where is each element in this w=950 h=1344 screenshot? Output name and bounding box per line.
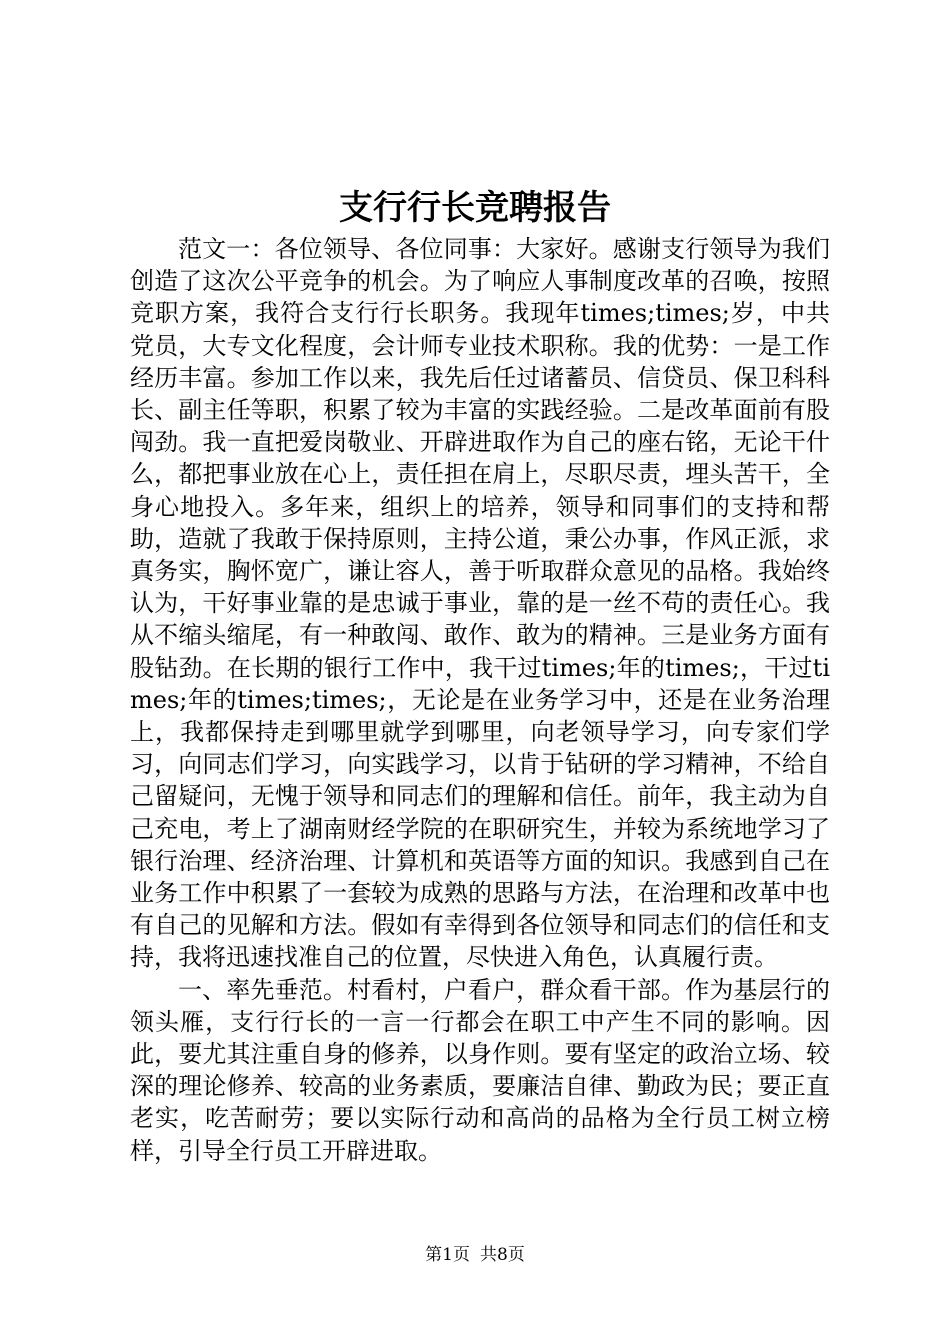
page-count: 共8页 [480, 1245, 525, 1265]
document-body [130, 233, 830, 1167]
paragraph-2: 一、率先垂范。村看村，户看户，群众看干部。作为基层行的领头雁，支行行长的一言一行都会在职工中产生不同的影响。因此，要尤其注重自身的修养，以身作则。要有坚定的政治立场、较深的理论修养、较高的业务素质，要廉洁自律、勤政为民；要正直老实，吃苦耐劳；要以实际行动和高尚的品格为全行员工树立榜样，引导全行员工开辟进取。 [130, 975, 830, 1165]
page-number: 第1页 [425, 1245, 470, 1265]
paragraph-1: 范文一：各位领导、各位同事：大家好。感谢支行领导为我们创造了这次公平竞争的机会。为了响应人事制度改革的召唤，按照竞职方案，我符合支行行长职务。我现年times;times;岁，中共党员，大专文化程度，会计师专业技术职称。我的优势：一是工作经历丰富。参加工作以来，我先后任过诸蓄员、信贷员、保卫科科长、副主任等职，积累了较为丰富的实践经验。二是改革面前有股闯劲。我一直把爱岗敬业、开辟进取作为自己的座右铭，无论干什么，都把事业放在心上，责任担在肩上，尽职尽责，埋头苦干，全身心地投入。多年来，组织上的培养，领导和同事们的支持和帮助，造就了我敢于保持原则，主持公道，秉公办事，作风正派，求真务实，胸怀宽广，谦让容人，善于听取群众意见的品格。我始终认为，干好事业靠的是忠诚于事业，靠的是一丝不苟的责任心。我从不缩头缩尾，有一种敢闯、敢作、敢为的精神。三是业务方面有股钻劲。在长期的银行工作中，我干过times;年的times;，干过times;年的times;times;，无论是在业务学习中，还是在业务治理上，我都保持走到哪里就学到哪里，向老领导学习，向专家们学习，向同志们学习，向实践学习，以肯于钻研的学习精神，不给自己留疑问，无愧于领导和同志们的理解和信任。前年，我主动为自己充电，考上了湖南财经学院的在职研究生，并较为系统地学习了银行治理、经济治理、计算机和英语等方面的知识。我感到自己在业务工作中积累了一套较为成熟的思路与方法，在治理和改革中也有自己的见解和方法。假如有幸得到各位领导和同志们的信任和支持，我将迅速找准自己的位置，尽快进入角色，认真履行责。 [130, 235, 830, 972]
document-title: 支行行长竞聘报告 [339, 188, 611, 228]
page-footer [0, 1243, 950, 1267]
